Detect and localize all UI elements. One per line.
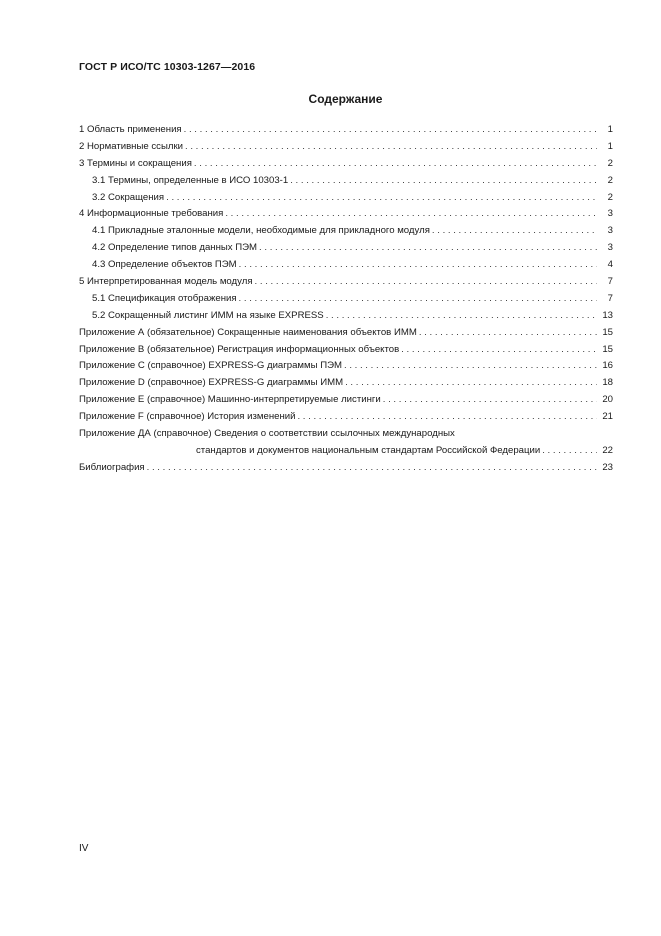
toc-leader-dots [255,274,597,291]
toc-entry-label: 5.1 Спецификация отображения [92,292,237,304]
toc-entry-label: 4.3 Определение объектов ПЭМ [92,259,237,271]
toc-leader-dots [225,206,597,223]
toc-entry-label: Приложение Е (справочное) Машинно-интерпретируемые листинги [79,394,381,406]
toc-entry-page: 23 [602,461,613,473]
toc-entry-page: 4 [607,259,613,271]
toc-entry-label: 2 Нормативные ссылки [79,140,184,152]
toc-leader-dots [401,342,597,359]
toc-entry[interactable] [79,409,613,426]
toc-entry[interactable] [79,358,613,375]
toc-leader-dots [194,156,597,173]
document-header: ГОСТ Р ИСО/ТС 10303-1267—2016 [79,61,256,73]
toc-entry[interactable] [79,392,613,409]
toc-entry[interactable] [79,139,613,156]
toc-leader-dots [185,139,597,156]
toc-entry[interactable] [79,342,613,359]
toc-entry[interactable] [79,325,613,342]
toc-entry[interactable] [79,223,613,240]
toc-entry-label: 3.1 Термины, определенные в ИСО 10303-1 [92,174,289,186]
toc-leader-dots [383,392,597,409]
toc-title: Содержание [308,92,383,106]
toc-entry-label: Приложение ДА (справочное) Сведения о соответствии ссылочных международных [79,428,455,440]
toc-entry-label: Библиография [79,461,145,473]
toc-entry-appendix-da-continued[interactable] [79,443,613,460]
toc-entry-page: 21 [602,411,613,423]
toc-entry-page: 3 [607,208,613,220]
toc-entry-label: Приложение С (справочное) EXPRESS-G диаграммы ПЭМ [79,360,342,372]
toc-entry-label: 4.2 Определение типов данных ПЭМ [92,242,258,254]
toc-entry-label: 1 Область применения [79,124,182,135]
toc-entry-label: стандартов и документов национальным стандартам Российской Федерации [196,444,541,456]
toc-entry[interactable] [79,122,613,139]
toc-leader-dots [297,409,597,426]
toc-leader-dots [542,443,597,460]
toc-entry-label: Приложение F (справочное) История изменений [79,411,296,423]
toc-entry-page: 2 [607,191,613,203]
toc-leader-dots [239,291,597,308]
toc-entry-page: 1 [607,124,613,135]
toc-entry[interactable] [79,291,613,308]
toc-leader-dots [432,223,597,240]
toc-entry-page: 22 [602,444,613,456]
toc-leader-dots [147,460,597,477]
toc-entry[interactable] [79,375,613,392]
toc-entry-page: 16 [602,360,613,372]
toc-leader-dots [345,375,597,392]
toc-leader-dots [344,358,597,375]
toc-entry-page: 3 [607,242,613,254]
toc-entry-label: 4.1 Прикладные эталонные модели, необходимые для прикладного модуля [92,225,430,237]
toc-entry-page: 15 [602,326,613,338]
toc-entry-label: 5.2 Сокращенный листинг ИММ на языке EXPRESS [92,309,324,321]
toc-entry-label: Приложение А (обязательное) Сокращенные наименования объектов ИММ [79,326,417,338]
toc-entry-label: 3.2 Сокращения [92,191,165,203]
toc-leader-dots [290,173,597,190]
toc-entry[interactable] [79,308,613,325]
toc-leader-dots [326,308,597,325]
table-of-contents [79,122,613,477]
toc-entry[interactable] [79,173,613,190]
toc-entry-label: 5 Интерпретированная модель модуля [79,276,253,288]
toc-entry-page: 13 [602,309,613,321]
toc-entry[interactable] [79,206,613,223]
toc-entry[interactable] [79,190,613,207]
toc-leader-dots [259,240,597,257]
toc-leader-dots [166,190,597,207]
toc-entry-page: 1 [607,140,613,152]
toc-entry[interactable] [79,240,613,257]
toc-entry-label: Приложение D (справочное) EXPRESS-G диаграммы ИММ [79,377,344,389]
toc-entry-appendix-da[interactable] [79,426,613,443]
toc-entry-bibliography[interactable] [79,460,613,477]
toc-entry[interactable] [79,274,613,291]
toc-leader-dots [239,257,597,274]
toc-entry-page: 15 [602,343,613,355]
toc-entry-page: 2 [607,157,613,169]
toc-entry-page: 20 [602,394,613,406]
toc-entry-page: 3 [607,225,613,237]
toc-entry-label: 4 Информационные требования [79,208,224,220]
page-number: IV [79,843,89,854]
toc-entry-page: 2 [607,174,613,186]
toc-entry-label: Приложение В (обязательное) Регистрация информационных объектов [79,343,400,355]
toc-entry-page: 18 [602,377,613,389]
toc-entry[interactable] [79,257,613,274]
toc-entry-label: 3 Термины и сокращения [79,157,192,169]
toc-leader-dots [419,325,597,342]
toc-entry[interactable] [79,156,613,173]
toc-entry-page: 7 [607,292,613,304]
toc-leader-dots [184,122,597,139]
toc-entry-page: 7 [607,276,613,288]
